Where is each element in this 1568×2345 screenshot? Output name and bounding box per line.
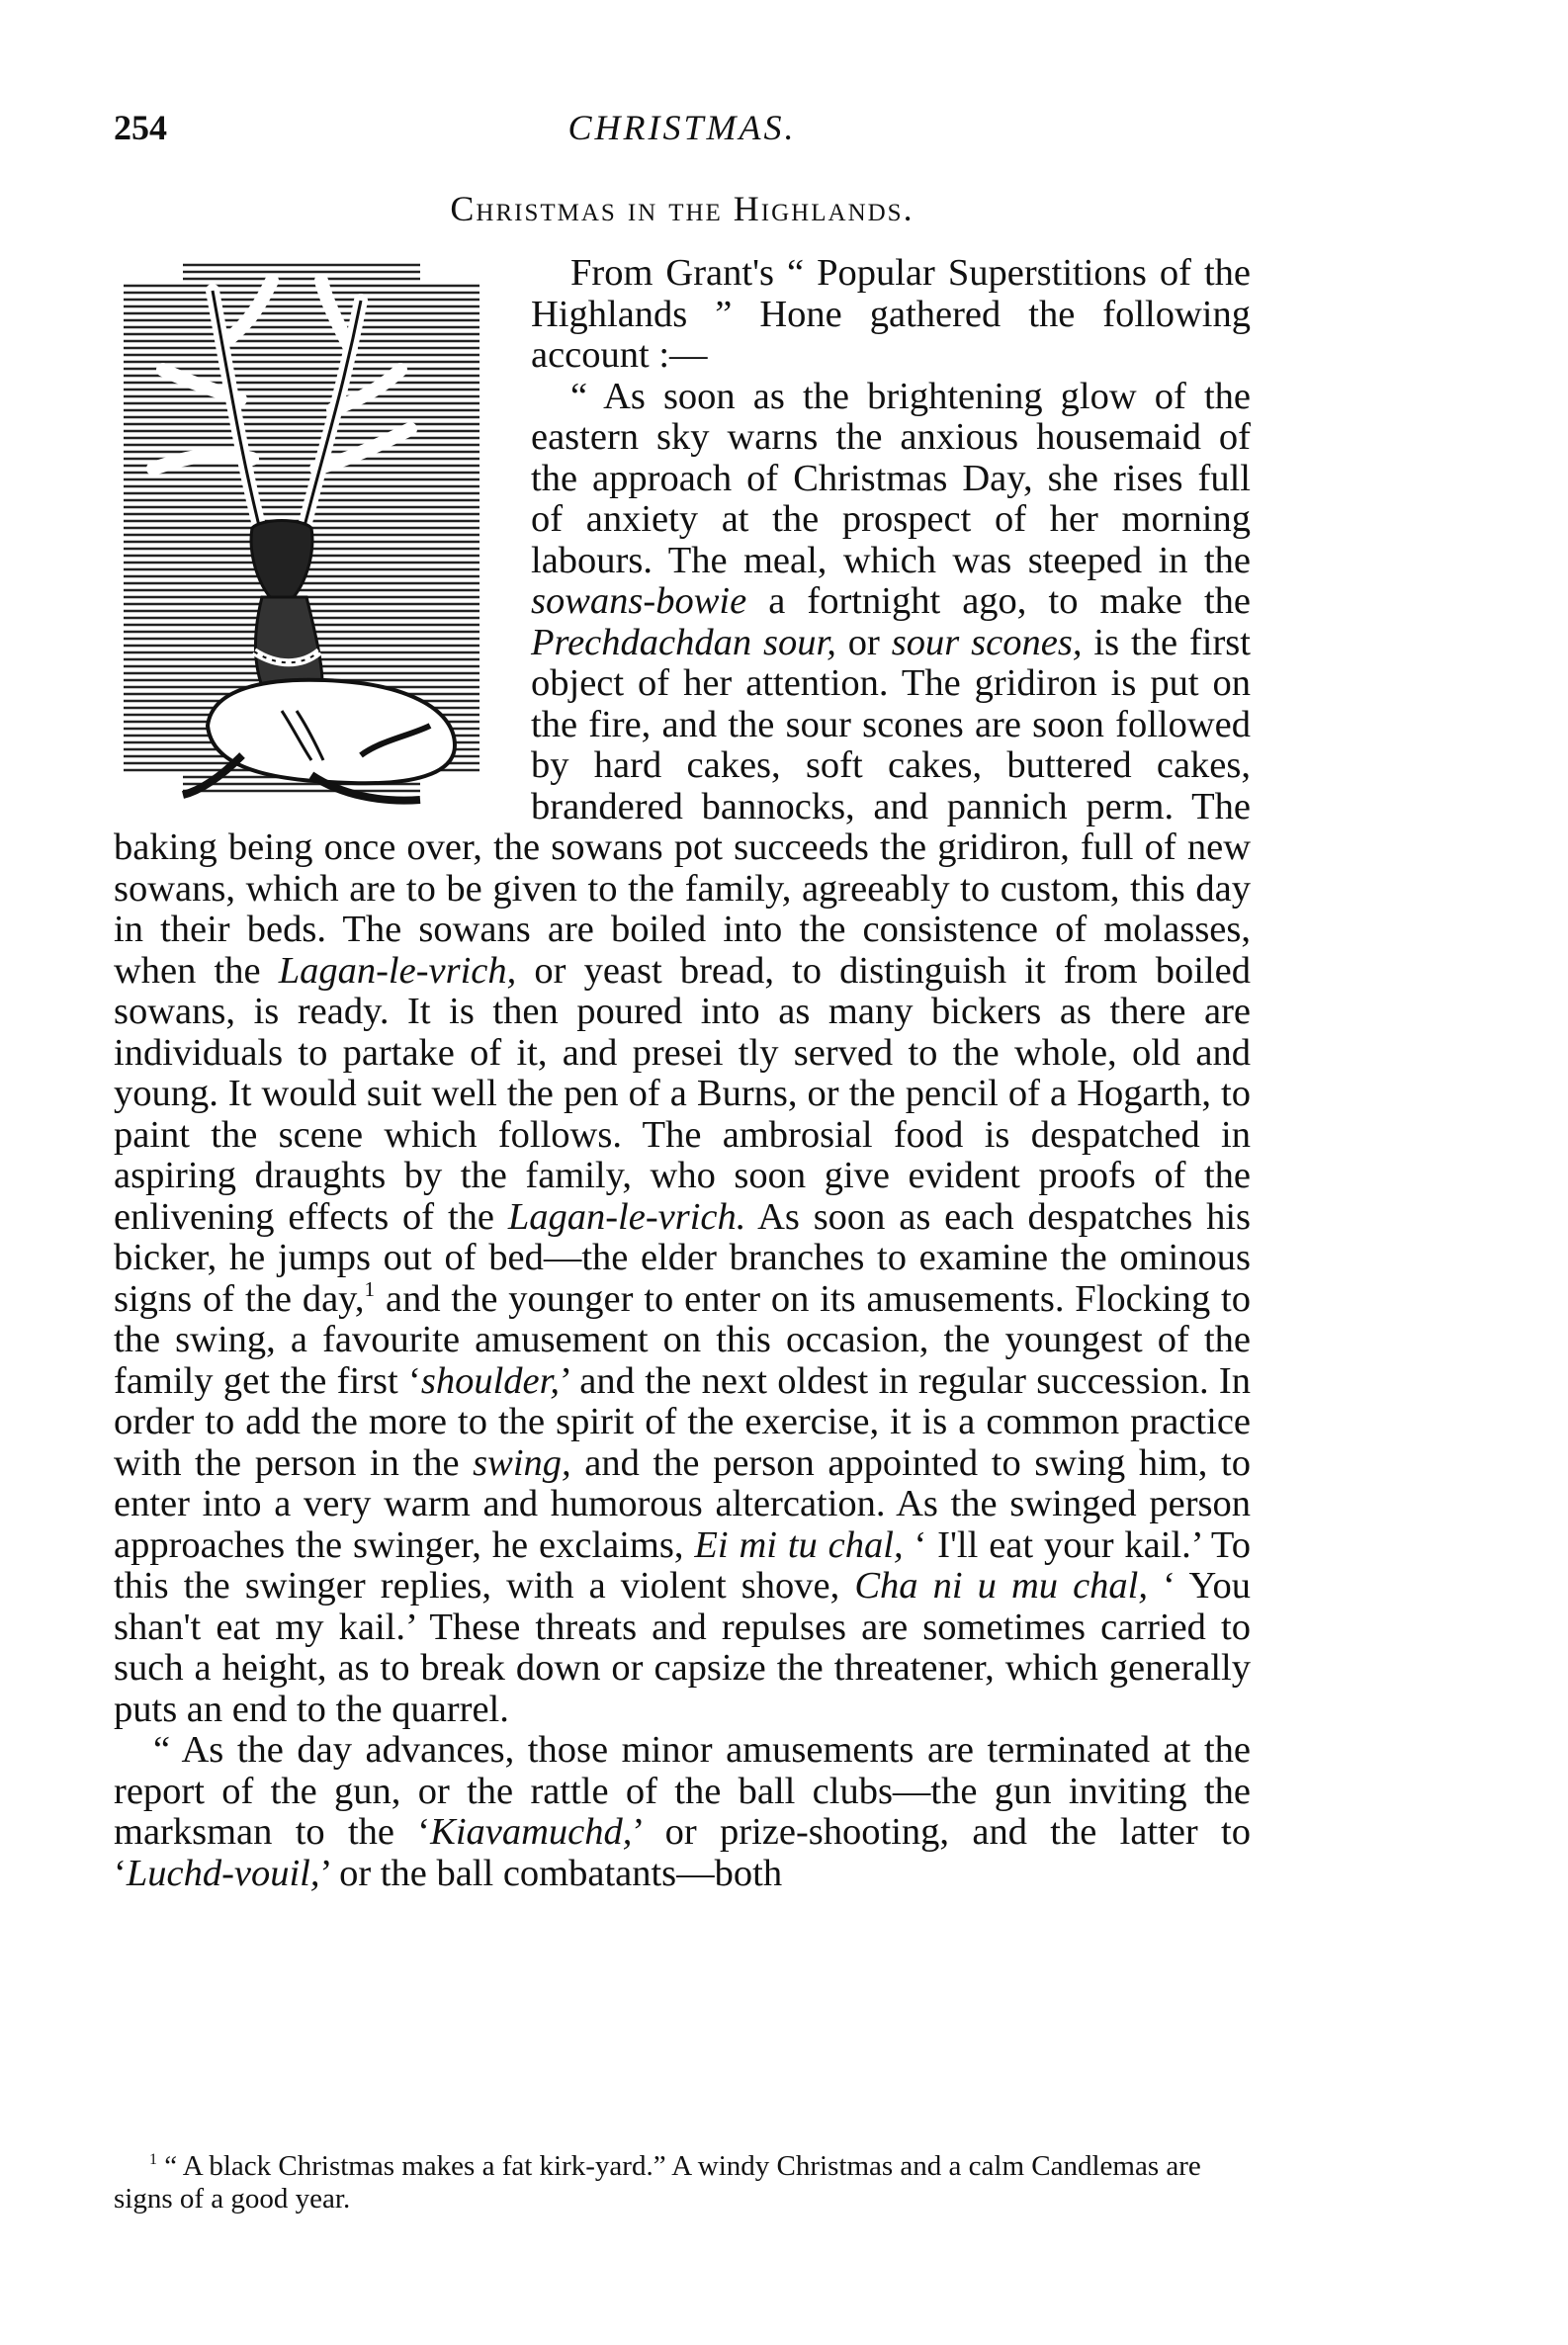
stag-with-antlers-icon [114,261,489,815]
text-run: and the younger to enter on its amusements. Flocking to the swing, a favourite amusement on this occasion, the youngest of the family get the first ‘ [114,1277,1251,1402]
footnote [114,2150,1251,2215]
italic-text: Lagan-le-vrich, [278,949,517,992]
text-run: is the first object of her attention. The gridiron is put on the fire, and the sour scones are soon followed by hard cakes, soft cakes, buttered cakes, brandered bannocks, and pannich perm. The baking being once over, the sowans pot succeeds the gridiron, full of new sowans, which are to be given to the family, agreeably to custom, this day in their beds. The sowans are boiled into the consistence of molasses, when the [114,621,1251,992]
text-run: “ A black Christmas makes a fat kirk-yard.” A windy Christmas and a calm Candlemas are signs of a good year. [114,2150,1201,2215]
text-run: ‘ I'll eat your kail.’ To this the swinger replies, with a violent shove, [114,1523,1251,1607]
running-head: CHRISTMAS. [567,108,797,147]
italic-text: sowans-bowie [531,580,747,622]
italic-text: Cha ni u mu chal, [854,1565,1148,1607]
text-run: From Grant's “ Popular Superstitions of the Highlands ” Hone gathered the following account :— [531,252,1251,376]
stag-illustration [114,261,489,815]
italic-text: swing, [473,1441,571,1484]
italic-text: Luchd-vouil, [126,1852,320,1894]
page-number: 254 [114,108,167,147]
italic-text: Lagan-le-vrich. [507,1195,746,1238]
italic-text: shoulder, [420,1359,560,1402]
footnote-marker: 1 [364,1276,376,1301]
text-run: or yeast bread, to distinguish it from boiled sowans, is ready. It is then poured into as many bickers as there are individuals to partake of it, and presei tly served to the whole, old and young. It would suit well the pen of a Burns, or the pencil of a Hogarth, to paint the scene which follows. The ambrosial food is despatched in aspiring draughts by the family, who soon give evident proofs of the enlivening effects of the [114,949,1251,1238]
paragraph [114,1730,1251,1894]
italic-text: Kiavamuchd, [430,1811,633,1853]
italic-text: Ei mi tu chal, [694,1523,904,1566]
text-run: ‘ You shan't eat my kail.’ These threats and repulses are sometimes carried to such a height, as to break down or capsize the threatener, which generally puts an end to the quarrel. [114,1565,1251,1730]
footnote-marker: 1 [149,2150,157,2168]
text-run: ’ or prize-shooting, and the latter to ‘ [114,1811,1251,1894]
text-run: ’ or the ball combatants—both [319,1852,783,1894]
text-run: or [835,621,892,663]
text-run: ’ and the next oldest in regular succession. In order to add the more to the spirit of the exercise, it is a common practice with the person in the [114,1359,1252,1484]
page-header [114,107,1251,166]
italic-text: sour scones, [891,621,1083,663]
italic-text: Prechdachdan sour, [531,621,836,663]
text-run: “ As soon as the brightening glow of the eastern sky warns the anxious housemaid of the approach of Christmas Day, she rises full of anxiety at the prospect of her morning labours. The meal, which was steeped in the [531,375,1251,581]
text-run: As soon as each despatches his bicker, he jumps out of bed—the elder branches to examine the ominous signs of the day, [114,1195,1251,1320]
text-run: “ As the day advances, those minor amusements are terminated at the report of the gun, or the rattle of the ball clubs—the gun inviting the marksman to the ‘ [114,1729,1251,1853]
text-run: and the person appointed to swing him, to enter into a very warm and humorous altercation. As the swinged person approaches the swinger, he exclaims, [114,1441,1251,1566]
article-body [114,253,1251,1894]
footnotes [114,2150,1251,2215]
text-run: a fortnight ago, to make the [746,580,1251,622]
section-title: Christmas in the Highlands. [450,189,915,228]
